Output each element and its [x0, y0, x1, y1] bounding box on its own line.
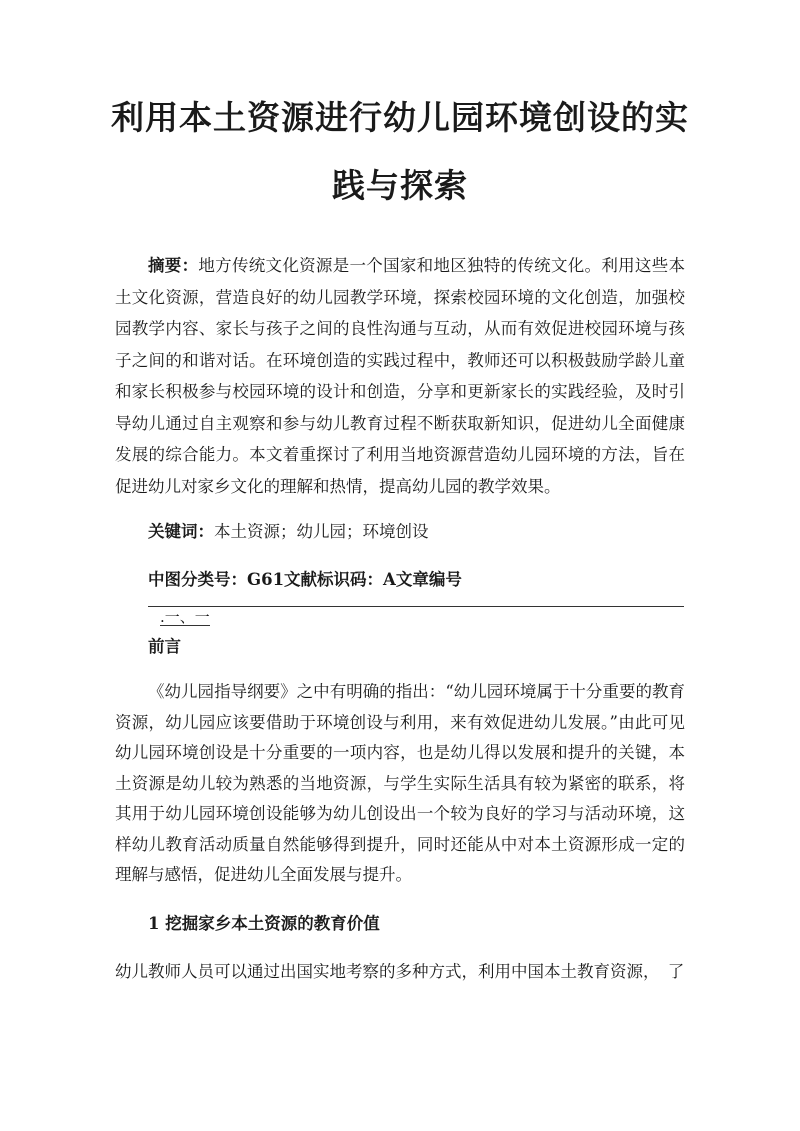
preface-heading: 前言 — [148, 637, 181, 656]
keywords-line — [148, 518, 429, 542]
classification-line: 中图分类号：G61文献标识码：A文章编号 — [148, 570, 462, 589]
keywords-label: 关键词： — [148, 522, 214, 541]
section-1-text: 幼儿教师人员可以通过出国实地考察的多种方式，利用中国本土教育资源， 了 — [115, 962, 685, 981]
page-title-line-1: 利用本土资源进行幼儿园环境创设的实 — [111, 98, 689, 137]
abstract-text: 地方传统文化资源是一个国家和地区独特的传统文化。利用这些本土文化资源，营造良好的幼儿园教学环境，探索校园环境的文化创造，加强校园教学内容、家长与孩子之间的良性沟通与互动，从而有效促进校园环境与孩子之间的和谐对话。在环境创造的实践过程中，教师还可以积极鼓励学龄儿童和家长积极参与校园环境的设计和创造，分享和更新家长的实践经验，及时引导幼儿通过自主观察和参与幼儿教育过程不断获取新知识，促进幼儿全面健康发展的综合能力。本文着重探讨了利用当地资源营造幼儿园环境的方法，旨在促进幼儿对家乡文化的理解和热情，提高幼儿园的教学效果。 — [115, 256, 686, 496]
horizontal-rule — [148, 606, 684, 607]
page-title-line-2: 践与探索 — [332, 166, 468, 205]
abstract-label: 摘要： — [148, 256, 199, 275]
section-1-heading: 1 挖掘家乡本土资源的教育价值 — [148, 914, 380, 933]
intro-paragraph: 《幼儿园指导纲要》之中有明确的指出：“幼儿园环境属于十分重要的教育资源，幼儿园应该要借助于环境创设与利用，来有效促进幼儿发展。”由此可见幼儿园环境创设是十分重要的一项内容，也是幼儿得以发展和提升的关键，本土资源是幼儿较为熟悉的当地资源，与学生实际生活具有较为紧密的联系，将其用于幼儿园环境创设能够为幼儿创设出一个较为良好的学习与活动环境，这样幼儿教育活动质量自然能够得到提升，同时还能从中对本土资源形成一定的理解与感悟，促进幼儿全面发展与提升。 — [115, 682, 685, 884]
section-marks: .一、一 — [160, 608, 210, 626]
abstract-paragraph — [115, 250, 685, 502]
keywords-text: 本土资源；幼儿园；环境创设 — [214, 522, 429, 541]
